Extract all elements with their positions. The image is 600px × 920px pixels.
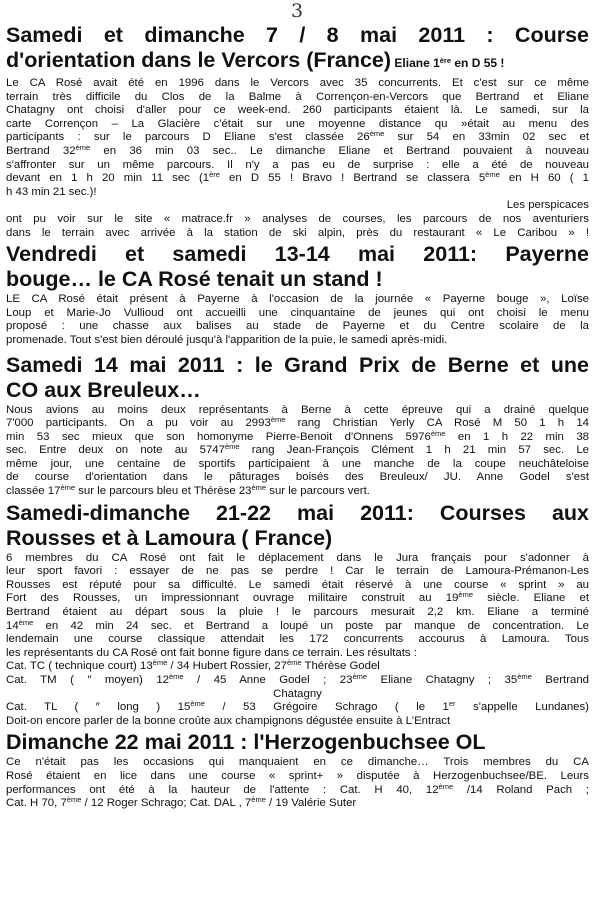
result-line: Cat. TC ( technique court) 13ème / 34 Hubert Rossier, 27ème Thérèse Godel: [6, 658, 380, 673]
body-line: Bertrand 32ème en 36 min 03 sec.. Le dimanche Eliane et Bertrand pouvaient à nouveau: [6, 142, 589, 157]
article-payerne: [6, 242, 589, 347]
title-tail: Eliane 1ère en D 55 !: [391, 56, 505, 70]
title-line: Samedi 14 mai 2011 : le Grand Prix de Berne et une: [6, 352, 589, 377]
title-line: CO aux Breuleux…: [6, 377, 201, 402]
body-line: LE CA Rosé était présent à Payerne à l'occasion de la journée « Payerne bouge », Loïse: [6, 293, 589, 306]
title-line: d'orientation dans le Vercors (France): [6, 48, 392, 72]
body-line: carte Corrençon – La Glacière c'était sur une moyenne distance qu »était au menu des: [6, 117, 589, 130]
body-line: les représentants du CA Rosé ont fait bonne figure dans ce terrain. Les résultats :: [6, 646, 417, 659]
body-line: terrain très difficile du Clos de la Balme à Corrençon-en-Vercors que Bertrand et Eliane: [6, 90, 589, 103]
article-herzogenbuchsee: [6, 730, 589, 810]
article-title: [6, 501, 589, 551]
title-line: Rousses et à Lamoura ( France): [6, 525, 333, 550]
article-body: [6, 756, 589, 810]
article-vercors: [6, 23, 589, 240]
body-line: ont pu voir sur le site « matrace.fr » analyses de courses, les parcours de nos aventuriers: [6, 212, 589, 225]
body-line: Cat. H 70, 7ème / 12 Roger Schrago; Cat. DAL , 7ème / 19 Valérie Suter: [6, 795, 357, 810]
title-line: bouge… le CA Rosé tenait un stand !: [6, 267, 383, 292]
body-line: leur sport favori : essayer de ne pas se perdre ! Car le terrain de Lamoura-Prémanon-Les: [6, 565, 589, 578]
body-line: dans le terrain avec arrivée à la station de ski alpin, près du restaurant « Le Caribou » !: [6, 226, 589, 239]
body-line: promenade. Tout s'est bien déroulé jusqu'à l'apparition de la puie, le samedi après-midi.: [6, 333, 448, 346]
body-line: s'affronter sur un même parcours. Il n'y a pas eu de surprise : elle a été de nouveau: [6, 158, 589, 171]
body-line: Nous avions au moins deux représentants à Berne à cette épreuve qui a drainé quelque: [6, 403, 589, 416]
article-title: [6, 730, 589, 755]
page-number: 3: [291, 0, 304, 22]
result-line: Chatagny: [273, 687, 322, 700]
body-line: Rousses est réputé pour sa difficulté. Le samedi était réservé à une course « sprint » au: [6, 578, 589, 591]
title-line: Dimanche 22 mai 2011 : l'Herzogenbuchsee OL: [6, 730, 486, 755]
body-line: 6 membres du CA Rosé ont fait le déplacement dans le Jura français pour s'adonner à: [6, 551, 589, 564]
body-line: devant en 1 h 20 min 11 sec (1ère en D 55 ! Bravo ! Bertrand se classera 5ème en H 60 ( 1: [6, 170, 589, 185]
result-line: Cat. TL ( ″ long ) 15ème / 53 Grégoire Schrago ( le 1er s'appelle Lundanes): [6, 699, 589, 714]
body-line: classée 17ème sur le parcours bleu et Thérèse 23ème sur le parcours vert.: [6, 483, 370, 498]
article-rousses: [6, 501, 589, 729]
article-title: [6, 23, 589, 76]
body-line: Doit-on encore parler de la bonne croûte aux champignons dégustée ensuite à L'Entract: [6, 714, 451, 727]
body-line: Loup et Marie-Jo Vullioud ont accueilli une cinquantaine de jeunes qui ont choisi le menu: [6, 306, 589, 319]
body-line: sec. Entre deux on note au 5747ème rang Jean-François Clément 1 h 21 min 57 sec. Le: [6, 442, 589, 457]
body-line: min 53 sec mieux que son homonyme Pierre-Benoit d'Onnens 5976ème en 1 h 22 min 38: [6, 428, 589, 443]
body-line: 7'000 participants. On a pu voir au 2993ème rang Christian Yerly CA Rosé M 50 1 h 14: [6, 415, 589, 430]
body-line: proposé : une chasse aux balises au stade de Payerne et du Centre scolaire de la: [6, 320, 589, 333]
body-line: performances ont été à la hauteur de l'attente : Cat. H 40, 12ème /14 Roland Pach ;: [6, 781, 589, 796]
body-line: 14ème en 42 min 24 sec. et Bertrand a loupé un poste par manque de concentration. Le: [6, 617, 589, 632]
article-body: [6, 293, 589, 347]
body-line: Bertrand étaient au départ sous la pluie ! le parcours mesurait 2,2 km. Eliane a terminé: [6, 606, 589, 619]
body-line: lendemain une course classique attendait les 172 concurrents accourus à Lamoura. Tous: [6, 633, 589, 646]
article-berne: [6, 353, 589, 499]
title-line: Samedi-dimanche 21-22 mai 2011: Courses aux: [6, 500, 589, 525]
result-line: Cat. TM ( ″ moyen) 12ème / 45 Anne Godel ; 23ème Eliane Chatagny ; 35ème Bertrand: [6, 672, 589, 686]
body-line: Rosé étaient en lice dans une course « sprint+ » disputée à Herzogenbuchsee/BE. Leurs: [6, 769, 589, 782]
article-title: [6, 353, 589, 403]
article-title: [6, 242, 589, 292]
title-line: Samedi et dimanche 7 / 8 mai 2011 : Course: [6, 23, 589, 47]
body-line: Fort des Rousses, un impressionnant ouvrage militaire construit au 19ème siècle. Eliane et: [6, 590, 589, 605]
body-line: même jour, une centaine de sportifs participaient à une manche de la coupe neuchâteloise: [6, 457, 589, 470]
title-line: Vendredi et samedi 13-14 mai 2011: Payerne: [6, 242, 589, 267]
body-line: Le CA Rosé avait été en 1996 dans le Vercors avec 35 concurrents. Et c'est sur ce même: [6, 77, 589, 89]
article-list: [6, 23, 589, 813]
article-body: [6, 552, 589, 729]
body-line: Les perspicaces: [506, 199, 589, 212]
body-line: h 43 min 21 sec.)!: [6, 185, 97, 198]
article-body: [6, 77, 589, 240]
body-line: participants : sur le parcours D Eliane s'est classée 26ème sur 54 en 33min 02 sec et: [6, 129, 589, 144]
body-line: Chatagny ont choisi d'aller pour ce week-end. 260 participants étaient là. Le samedi, sur la: [6, 104, 589, 117]
body-line: de course d'orientation dans le pâturages boisés des Breuleux/ JU. Anne Godel s'est: [6, 471, 589, 484]
article-body: [6, 404, 589, 499]
body-line: Ce n'était pas les occasions qui manquaient en ce dimanche… Trois membres du CA: [6, 756, 589, 769]
